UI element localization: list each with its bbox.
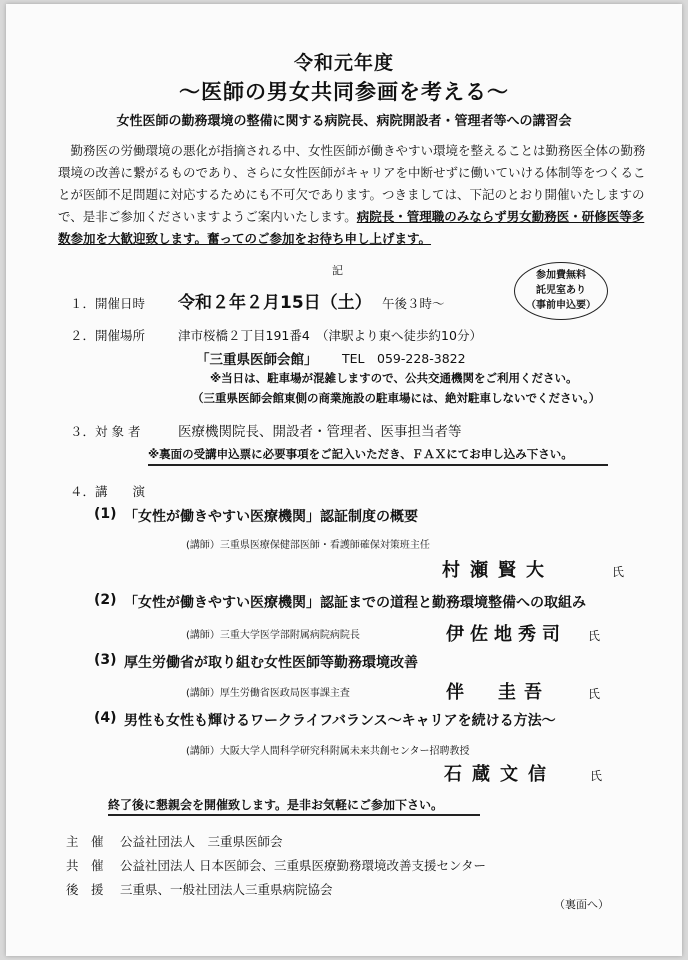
lecture-1-role: (講師）三重県医療保健部医師・看護師確保対策班主任 bbox=[186, 540, 430, 551]
badge-line-3: （事前申込要） bbox=[526, 300, 596, 311]
organizer-label: 主 催 bbox=[66, 834, 104, 849]
supporter-value: 三重県、一般社団法人三重県病院協会 bbox=[120, 882, 333, 897]
lecture-2-honorific: 氏 bbox=[588, 629, 601, 643]
lecture-1-honorific: 氏 bbox=[612, 565, 625, 579]
parking-warning: （三重県医師会館東側の商業施設の駐車場には、絶対駐車しないでください。） bbox=[192, 391, 601, 405]
lecture-1-number: (1) bbox=[94, 506, 117, 522]
intro-text: 勤務医の労働環境の悪化が指摘される中、女性医師が働きやすい環境を整えることは勤務医全体の勤務環境の改善に繋がるものであり、さらに女性医師がキャリアを中断せずに働いていける体制等をつくることが医師不足問題に対応するためにも不可欠であります。つきましては、下記のとおり開催いたしますので、是非ご参加くださいますようご案内いたします。 bbox=[58, 143, 646, 224]
lecture-2-speaker: 伊佐地秀司 bbox=[446, 624, 566, 645]
venue-label: ２．開催場所 bbox=[70, 328, 146, 343]
venue-address: 津市桜橋２丁目191番4 （津駅より東へ徒歩約10分） bbox=[178, 328, 482, 343]
lecture-2-number: (2) bbox=[94, 592, 117, 608]
lecture-4-role: (講師）大阪大学人間科学研究科附属未来共創センター招聘教授 bbox=[186, 746, 470, 757]
intro-paragraph bbox=[58, 140, 650, 250]
title-year: 令和元年度 bbox=[293, 52, 394, 74]
lecture-3-role: (講師）厚生労働省医政局医事課主査 bbox=[186, 688, 350, 699]
intro-emphasis: 病院長・管理職のみならず男女勤務医・研修医等多数参加を大歓迎致します。奮ってのご参加をお待ち申し上げます。 bbox=[58, 209, 645, 246]
cosponsor-value: 公益社団法人 日本医師会、三重県医療勤務環境改善支援センター bbox=[120, 858, 486, 873]
reception-note: 終了後に懇親会を開催致します。是非お気軽にご参加下さい。 bbox=[108, 798, 444, 812]
lecture-1-speaker: 村瀬賢大 bbox=[442, 560, 554, 581]
venue-name: 「三重県医師会館」 bbox=[196, 352, 318, 368]
lecture-3-number: (3) bbox=[94, 652, 117, 668]
lecture-3-honorific: 氏 bbox=[588, 687, 601, 701]
lecture-4-speaker: 石蔵文信 bbox=[444, 764, 556, 785]
badge-line-1: 参加費無料 bbox=[536, 270, 586, 281]
flyer-sheet bbox=[6, 4, 682, 956]
date-time: 午後３時〜 bbox=[382, 296, 445, 311]
cosponsor-label: 共 催 bbox=[66, 858, 104, 873]
page-title: 〜医師の男女共同参画を考える〜 bbox=[179, 80, 509, 104]
lecture-2-role: (講師）三重大学医学部附属病院病院長 bbox=[186, 630, 360, 641]
venue-tel: TEL 059-228-3822 bbox=[342, 351, 466, 366]
subtitle: 女性医師の勤務環境の整備に関する病院長、病院開設者・管理者等への講習会 bbox=[116, 114, 572, 129]
reception-note-underline bbox=[108, 814, 480, 816]
organizer-value: 公益社団法人 三重県医師会 bbox=[120, 834, 283, 849]
lecture-4-number: (4) bbox=[94, 710, 117, 726]
lecture-1-title: 「女性が働きやすい医療機関」認証制度の概要 bbox=[124, 509, 418, 525]
supporter-label: 後 援 bbox=[66, 882, 104, 897]
lecture-4-title: 男性も女性も輝けるワークライフバランス〜キャリアを続ける方法〜 bbox=[124, 713, 556, 729]
lecture-2-title: 「女性が働きやすい医療機関」認証までの道程と勤務環境整備への取組み bbox=[124, 595, 586, 611]
fax-note: ※裏面の受講申込票に必要事項をご記入いただき、ＦＡＸにてお申し込み下さい。 bbox=[148, 447, 573, 461]
target-value: 医療機関院長、開設者・管理者、医事担当者等 bbox=[178, 424, 462, 440]
ki-heading: 記 bbox=[332, 264, 343, 277]
date-label: １．開催日時 bbox=[70, 296, 146, 311]
date-value: 令和２年２月15日（土） bbox=[178, 293, 372, 313]
badge-line-2: 託児室あり bbox=[536, 285, 586, 296]
back-page-note: （裏面へ） bbox=[554, 898, 609, 911]
lecture-4-honorific: 氏 bbox=[590, 769, 603, 783]
fax-note-underline bbox=[148, 464, 608, 466]
lecture-3-title: 厚生労働省が取り組む女性医師等勤務環境改善 bbox=[124, 655, 418, 671]
parking-note: ※当日は、駐車場が混雑しますので、公共交通機関をご利用ください。 bbox=[210, 371, 578, 385]
lecture-3-speaker: 伴 圭吾 bbox=[446, 682, 550, 703]
target-label: ３．対 象 者 bbox=[70, 424, 141, 439]
fee-badge bbox=[514, 262, 608, 320]
lectures-label: ４．講 演 bbox=[70, 484, 146, 499]
